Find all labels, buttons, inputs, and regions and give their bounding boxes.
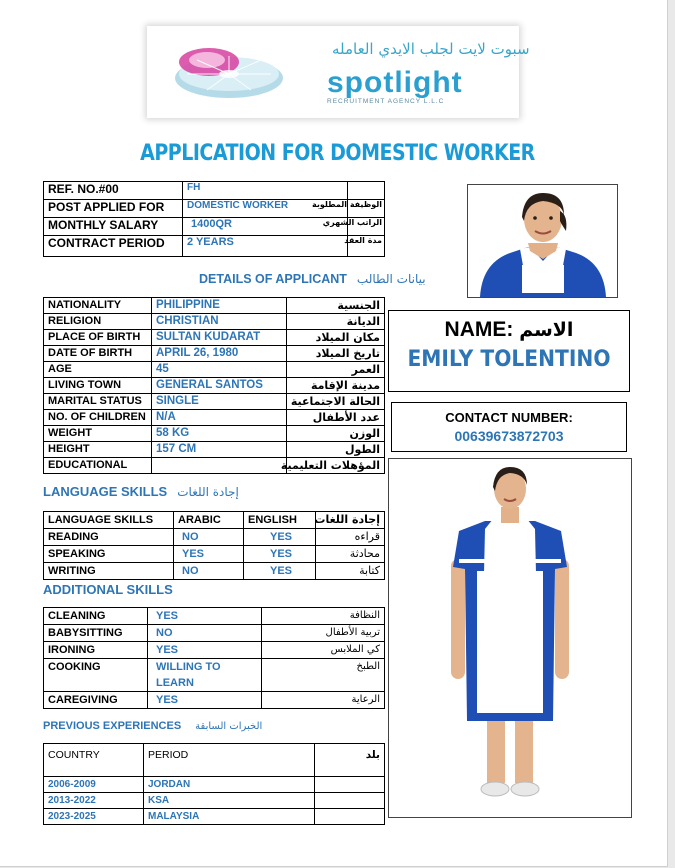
table-row [44,692,385,709]
experience-heading [43,720,262,732]
table-row [44,298,385,314]
details-label: PLACE OF BIRTH [44,330,152,346]
language-english-level: YES [244,546,316,563]
table-row [44,200,385,218]
table-row [44,330,385,346]
table-row [44,378,385,394]
details-value: 45 [152,362,287,378]
language-heading-ar: إجادة اللغات [177,485,239,499]
full-body-photo [388,458,632,818]
exp-header-country: COUNTRY [44,744,144,777]
language-arabic-level: YES [174,546,244,563]
name-label-arabic: الاسم [519,319,574,341]
experience-blank [315,777,385,793]
name-label-line [389,318,629,342]
details-label: EDUCATIONAL [44,458,152,474]
lang-header-english: ENGLISH [244,512,316,529]
details-arabic: الحالة الاجتماعية [287,394,385,410]
skill-label: CAREGIVING [44,692,148,709]
experience-heading-ar: الخبرات السابقة [195,721,263,732]
logo-brand-text: spotlight [327,66,463,99]
contact-box [391,402,627,452]
experience-country: MALAYSIA [144,809,315,825]
contact-number: 00639673872703 [454,428,564,444]
contract-label: CONTRACT PERIOD [44,236,183,257]
experience-country: KSA [144,793,315,809]
experience-blank [315,809,385,825]
skill-label: IRONING [44,642,148,659]
post-value: DOMESTIC WORKER [183,200,348,218]
table-row [44,642,385,659]
agency-logo [147,26,530,118]
skill-label: CLEANING [44,608,148,625]
language-table [43,511,385,580]
skill-value: WILLING TO LEARN [148,659,262,692]
additional-heading: ADDITIONAL SKILLS [43,582,173,597]
table-row [44,563,385,580]
exp-header-period: PERIOD [144,744,315,777]
salary-label: MONTHLY SALARY [44,218,183,236]
skill-value: YES [148,692,262,709]
salary-arabic: الراتب الشهري [348,218,385,236]
table-row [44,314,385,330]
language-skill-arabic: قراءه [316,529,385,546]
additional-skills-table [43,607,385,709]
details-heading [199,272,426,286]
experience-years: 2013-2022 [44,793,144,809]
table-row [44,608,385,625]
table-row [44,182,385,200]
details-value: PHILIPPINE [152,298,287,314]
experience-heading-en: PREVIOUS EXPERIENCES [43,720,182,732]
details-label: MARITAL STATUS [44,394,152,410]
language-skill-arabic: كتابة [316,563,385,580]
table-row [44,744,385,777]
skill-arabic: الرعاية [262,692,385,709]
details-label: WEIGHT [44,426,152,442]
details-value: SULTAN KUDARAT [152,330,287,346]
table-row [44,410,385,426]
details-value: 58 KG [152,426,287,442]
applicant-name: EMILY TOLENTINO [407,347,611,372]
name-label: NAME: [444,318,514,341]
ref-arabic [348,182,385,200]
language-english-level: YES [244,563,316,580]
table-row [44,218,385,236]
experience-blank [315,793,385,809]
table-row [44,394,385,410]
contract-value: 2 YEARS [183,236,348,257]
experience-table [43,743,385,825]
details-arabic: الديانة [287,314,385,330]
skill-value: NO [148,625,262,642]
table-row [44,793,385,809]
ref-label: REF. NO.#00 [44,182,183,200]
table-row [44,512,385,529]
contract-arabic: مدة العقد [348,236,385,257]
table-row [44,346,385,362]
details-arabic: تاريخ الميلاد [287,346,385,362]
details-arabic: الطول [287,442,385,458]
page-title: APPLICATION FOR DOMESTIC WORKER [140,140,535,166]
table-row [44,777,385,793]
details-value: 157 CM [152,442,287,458]
table-row [44,426,385,442]
details-label: AGE [44,362,152,378]
skill-label: BABYSITTING [44,625,148,642]
skill-label: COOKING [44,659,148,692]
details-arabic: المؤهلات التعليمية [287,458,385,474]
details-arabic: الجنسية [287,298,385,314]
language-english-level: YES [244,529,316,546]
applicant-full-body-icon [389,459,631,817]
post-label: POST APPLIED FOR [44,200,183,218]
logo-emblem-icon [167,34,317,110]
lang-header-skill: LANGUAGE SKILLS [44,512,174,529]
details-arabic: الوزن [287,426,385,442]
language-arabic-level: NO [174,563,244,580]
lang-header-ar: إجادة اللغات [316,512,385,529]
skill-arabic: الطبخ [262,659,385,692]
logo-subtitle: RECRUITMENT AGENCY L.L.C [327,98,445,105]
details-label: NATIONALITY [44,298,152,314]
language-skill-label: WRITING [44,563,174,580]
details-arabic: العمر [287,362,385,378]
details-value: N/A [152,410,287,426]
language-arabic-level: NO [174,529,244,546]
applicant-portrait-icon [468,185,617,297]
details-value: APRIL 26, 1980 [152,346,287,362]
details-value: SINGLE [152,394,287,410]
details-arabic: مكان الميلاد [287,330,385,346]
experience-country: JORDAN [144,777,315,793]
experience-years: 2006-2009 [44,777,144,793]
lang-header-arabic: ARABIC [174,512,244,529]
contact-label: CONTACT NUMBER: [445,410,573,425]
post-arabic: الوظيفة المطلوبة [348,200,385,218]
details-label: DATE OF BIRTH [44,346,152,362]
details-arabic: عدد الأطفال [287,410,385,426]
language-heading-en: LANGUAGE SKILLS [43,484,168,499]
details-label: LIVING TOWN [44,378,152,394]
table-row [44,362,385,378]
language-skill-label: SPEAKING [44,546,174,563]
table-row [44,458,385,474]
name-box [388,310,630,392]
portrait-photo [467,184,618,298]
table-row [44,546,385,563]
table-row [44,625,385,642]
details-label: HEIGHT [44,442,152,458]
details-value [152,458,287,474]
table-row [44,659,385,692]
exp-header-ar: بلد [315,744,385,777]
table-row [44,442,385,458]
table-row [44,809,385,825]
details-table [43,297,385,474]
details-value: CHRISTIAN [152,314,287,330]
details-value: GENERAL SANTOS [152,378,287,394]
details-arabic: مدينة الإقامة [287,378,385,394]
language-skill-arabic: محادثة [316,546,385,563]
details-label: RELIGION [44,314,152,330]
skill-arabic: كي الملابس [262,642,385,659]
language-heading [43,484,239,499]
skill-arabic: تربية الأطفال [262,625,385,642]
skill-value: YES [148,608,262,625]
table-row [44,236,385,257]
experience-years: 2023-2025 [44,809,144,825]
logo-arabic-text: سبوت لايت لجلب الايدي العامله [332,40,530,58]
ref-value: FH [183,182,348,200]
skill-arabic: النظافة [262,608,385,625]
details-heading-en: DETAILS OF APPLICANT [199,272,347,286]
language-skill-label: READING [44,529,174,546]
details-heading-ar: بيانات الطالب [356,272,426,286]
header-table [43,181,385,257]
table-row [44,529,385,546]
salary-value: 1400QR [183,218,348,236]
skill-value: YES [148,642,262,659]
details-label: NO. OF CHILDREN [44,410,152,426]
